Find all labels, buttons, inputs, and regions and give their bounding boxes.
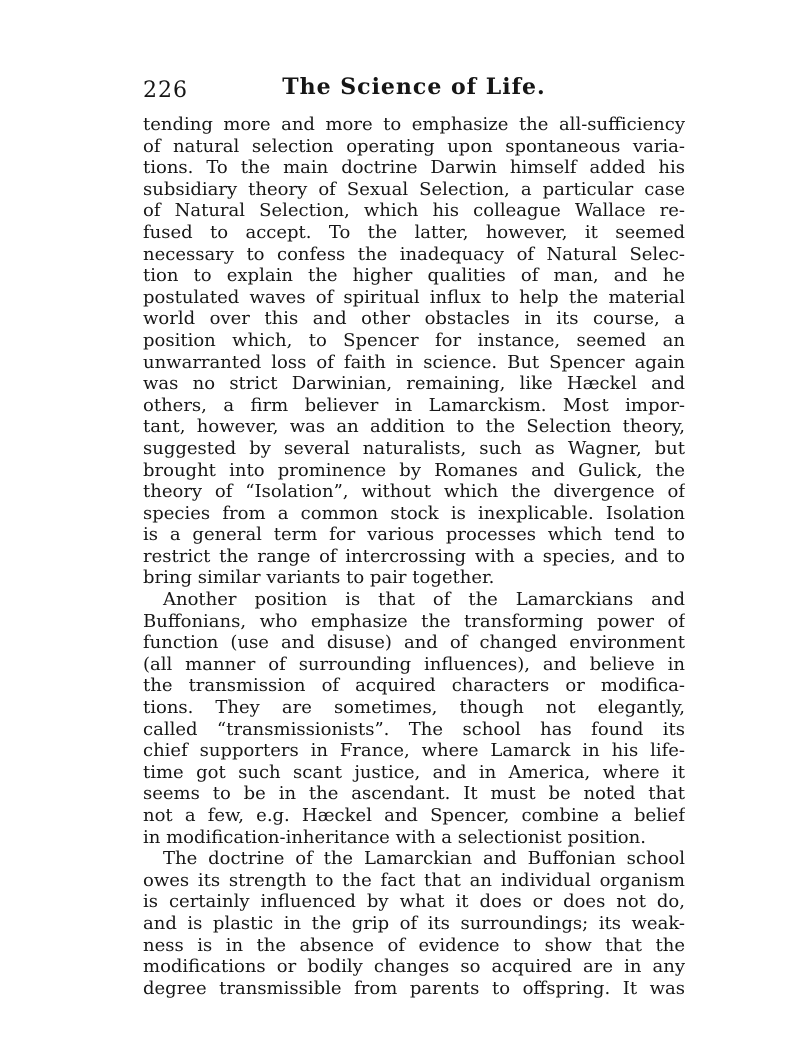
text-line: world over this and other obstacles in its course, a (143, 308, 685, 330)
text-line: tending more and more to emphasize the all-sufficiency (143, 114, 685, 135)
text-line: ness is in the absence of evidence to show that the (143, 934, 685, 956)
text-line: (all manner of surrounding influences), and believe in (143, 653, 685, 675)
text-line: is a general term for various processes which tend to (143, 524, 685, 546)
text-line: not a few, e.g. Hæckel and Spencer, combine a belief (143, 805, 685, 826)
text-line: tions. To the main doctrine Darwin himself added his (143, 157, 685, 179)
running-head (143, 74, 685, 108)
text-line: and is plastic in the grip of its surroundings; its weak- (143, 912, 685, 934)
text-line: of natural selection operating upon spontaneous varia- (143, 135, 685, 157)
text-line: degree transmissible from parents to offspring. It was (143, 977, 685, 999)
text-line: seems to be in the ascendant. It must be noted that (143, 783, 685, 805)
text-line: function (use and disuse) and of changed environment (143, 632, 685, 654)
text-line: species from a common stock is inexplicable. Isolation (143, 502, 685, 524)
text-line: unwarranted loss of faith in science. But Spencer again (143, 351, 685, 373)
text-line: tions. They are sometimes, though not elegantly, (143, 697, 685, 719)
text-line: others, a firm believer in Lamarckism. Most impor- (143, 394, 685, 416)
text-line: tion to explain the higher qualities of man, and he (143, 265, 685, 287)
text-line: of Natural Selection, which his colleague Wallace re- (143, 200, 685, 222)
text-line: subsidiary theory of Sexual Selection, a particular case (143, 178, 685, 200)
text-line: is certainly influenced by what it does or does not do, (143, 891, 685, 913)
text-line: Buffonians, who emphasize the transforming power of (143, 610, 685, 632)
text-line: restrict the range of intercrossing with a species, and to (143, 545, 685, 567)
text-line: was no strict Darwinian, remaining, like Hæckel and (143, 373, 685, 395)
body-text (143, 114, 685, 999)
page-number: 226 (143, 78, 188, 103)
text-line: fused to accept. To the latter, however, it seemed (143, 221, 685, 243)
paragraph-end-line: bring similar variants to pair together. (143, 567, 495, 589)
text-line: position which, to Spencer for instance, seemed an (143, 329, 685, 351)
text-line: theory of “Isolation”, without which the divergence of (143, 481, 685, 503)
paragraph-end-line: in modification-inheritance with a selectionist position. (143, 826, 646, 848)
text-line: suggested by several naturalists, such as Wagner, but (143, 437, 685, 459)
text-line: chief supporters in France, where Lamarck in his life- (143, 740, 685, 762)
text-line: modifications or bodily changes so acquired are in any (143, 956, 685, 978)
text-line: owes its strength to the fact that an individual organism (143, 869, 685, 891)
running-title: The Science of Life. (282, 74, 546, 100)
text-line: brought into prominence by Romanes and Gulick, the (143, 459, 685, 481)
text-line: tant, however, was an addition to the Selection theory, (143, 416, 685, 438)
text-line: called “transmissionists”. The school has found its (143, 718, 685, 740)
text-line: postulated waves of spiritual influx to help the material (143, 286, 685, 308)
paragraph-start-line: The doctrine of the Lamarckian and Buffonian school (163, 848, 685, 870)
text-line: the transmission of acquired characters or modifica- (143, 675, 685, 697)
text-line: necessary to confess the inadequacy of Natural Selec- (143, 243, 685, 265)
text-line: time got such scant justice, and in America, where it (143, 761, 685, 783)
paragraph-start-line: Another position is that of the Lamarckians and (163, 589, 685, 611)
